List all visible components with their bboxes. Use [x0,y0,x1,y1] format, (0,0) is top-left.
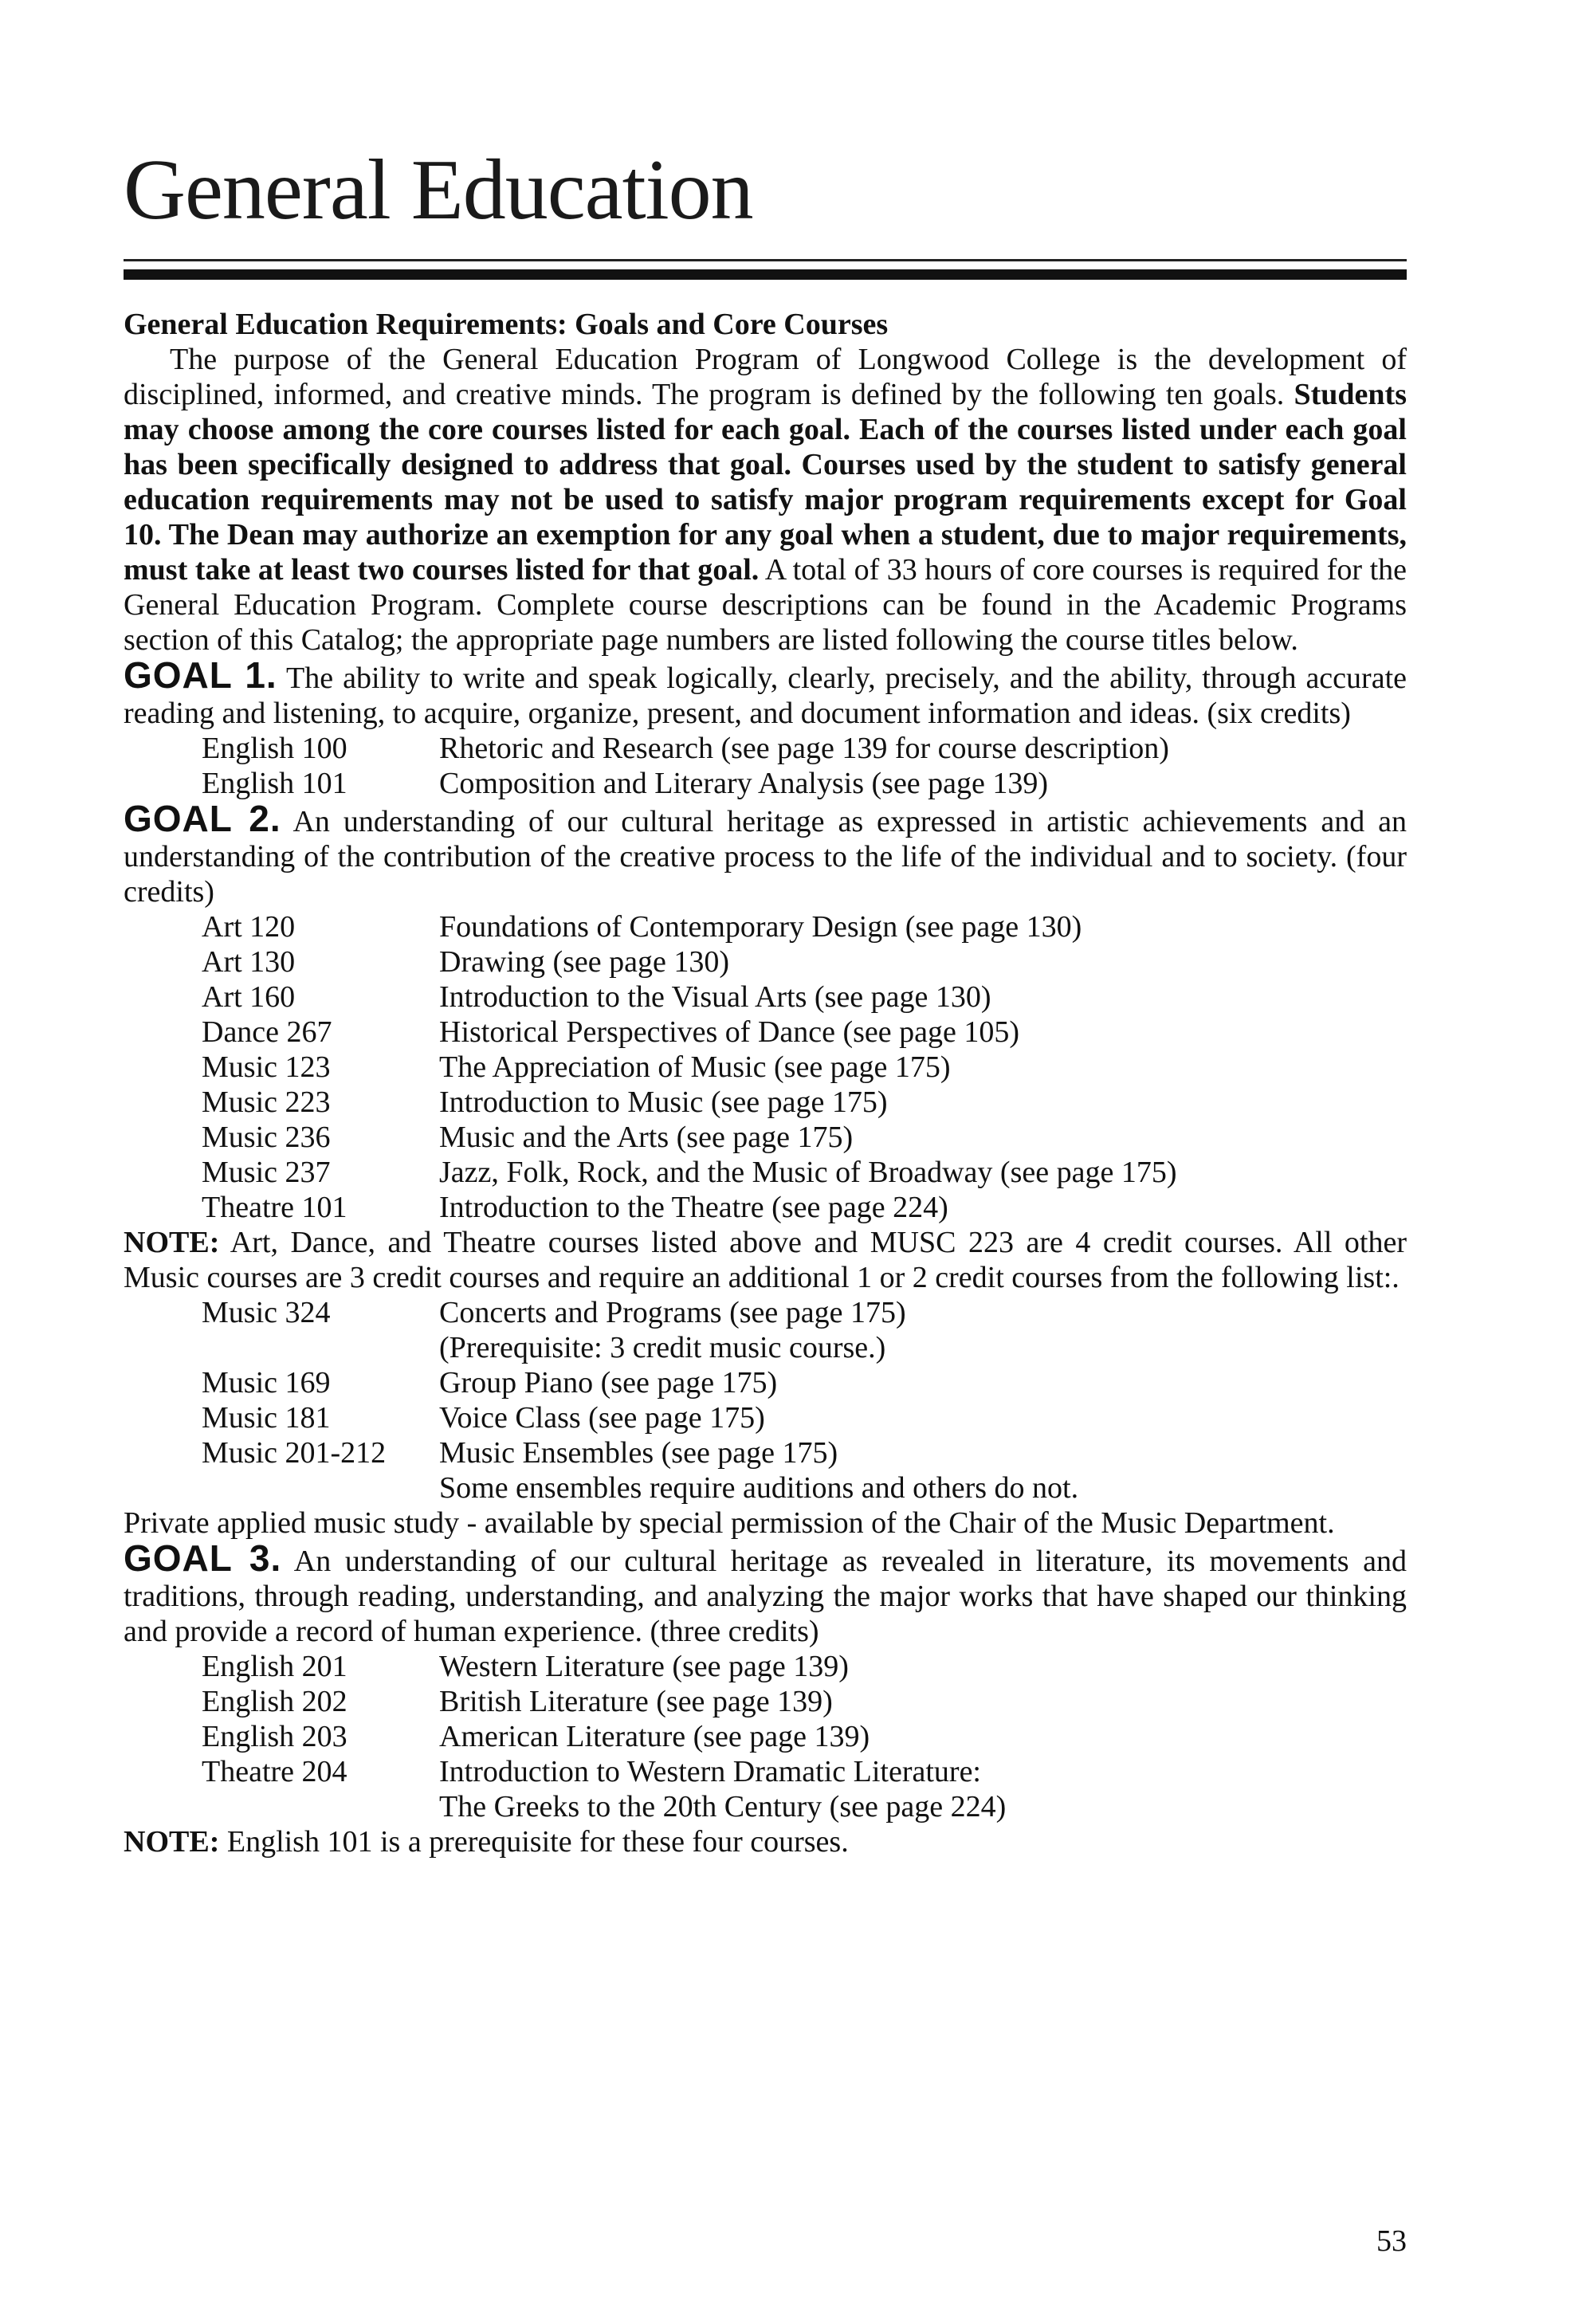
goal-3-paragraph [124,1537,1407,1649]
course-code: English 203 [202,1720,347,1753]
goal-1-label: GOAL 1. [124,654,277,696]
goal-2-text: An understanding of our cultural heritage as expressed in artistic achievements and an understanding of the contribution of the creative process to the life of the individual and to society. (four credits) [124,805,1407,909]
goal-3-text: An understanding of our cultural heritage as revealed in literature, its movements and traditions, through reading, understanding, and analyzing the major works that have shaped our thinking and provide a record of human experience. (three credits) [124,1545,1407,1648]
section-heading: General Education Requirements: Goals and Core Courses [124,308,889,341]
goal-1-text: The ability to write and speak logically, clearly, precisely, and the ability, through accurate reading and listening, to acquire, organize, present, and document information and ideas. (six credits) [124,661,1407,730]
course-code: Music 237 [202,1156,331,1189]
course-row [202,1365,1407,1400]
course-desc: Music and the Arts (see page 175) [439,1121,854,1154]
course-code: Music 181 [202,1401,331,1435]
course-desc: Foundations of Contemporary Design (see page 130) [439,910,1082,944]
course-desc: Introduction to Western Dramatic Literature: [439,1755,981,1788]
private-study-paragraph: Private applied music study - available by special permission of the Chair of the Music Department. [124,1506,1335,1540]
course-row [202,766,1407,801]
course-desc: Drawing (see page 130) [439,945,730,979]
course-row [202,1120,1407,1155]
course-desc: The Appreciation of Music (see page 175) [439,1050,951,1084]
course-code: Art 160 [202,980,296,1014]
goal-1-course-list [202,731,1407,801]
course-desc: Historical Perspectives of Dance (see page 105) [439,1015,1020,1049]
course-code [202,1470,439,1505]
course-desc: Introduction to the Theatre (see page 224) [439,1191,948,1224]
course-code: Music 324 [202,1296,331,1329]
course-row [202,1295,1407,1330]
intro-paragraph [124,342,1407,658]
course-row [202,1050,1407,1085]
goal-2-course-list [202,909,1407,1225]
course-code [202,1789,439,1824]
course-desc: British Literature (see page 139) [439,1685,833,1718]
course-row [202,1085,1407,1120]
intro-text-bold: Students may choose among the core courses listed for each goal. Each of the courses listed under each goal has been specifically designed to address that goal. Courses used by the student to satisfy general education requirements may not be used to satisfy major program requirements except for Goal 10. The Dean may authorize an exemption for any goal when a student, due to major requirements, must take at least two courses listed for that goal. [124,378,1407,587]
course-desc: Concerts and Programs (see page 175) [439,1296,906,1329]
course-row [202,909,1407,944]
course-code: Art 120 [202,910,296,944]
course-code: Music 201-212 [202,1436,387,1470]
course-code: Music 236 [202,1121,331,1154]
course-desc: The Greeks to the 20th Century (see page 224) [439,1790,1007,1823]
course-desc: Rhetoric and Research (see page 139 for course description) [439,732,1169,765]
course-code: Art 130 [202,945,296,979]
title-rule-thin [124,259,1407,261]
course-row [202,731,1407,766]
goal-3-note [124,1824,1407,1859]
course-row [202,1649,1407,1684]
course-row [202,1400,1407,1435]
course-desc: Some ensembles require auditions and others do not. [439,1471,1079,1505]
course-desc: Composition and Literary Analysis (see page 139) [439,767,1049,800]
course-desc: Voice Class (see page 175) [439,1401,765,1435]
page-number: 53 [1376,2224,1407,2258]
intro-text-1: The purpose of the General Education Program of Longwood College is the development of disciplined, informed, and creative minds. The program is defined by the following ten goals. [124,343,1407,411]
course-desc: Introduction to the Visual Arts (see page 130) [439,980,991,1014]
course-code: English 202 [202,1685,347,1718]
course-row [202,1015,1407,1050]
course-code: Theatre 204 [202,1755,347,1788]
course-desc: American Literature (see page 139) [439,1720,870,1753]
page-content [124,307,1407,1859]
course-desc: (Prerequisite: 3 credit music course.) [439,1331,886,1364]
page-title: General Education [124,143,753,238]
course-desc: Western Literature (see page 139) [439,1650,849,1683]
goal-3-label: GOAL 3. [124,1537,282,1579]
note-text: Art, Dance, and Theatre courses listed above and MUSC 223 are 4 credit courses. All other Music courses are 3 credit courses and require an additional 1 or 2 credit courses from the following list:. [124,1226,1407,1294]
course-desc: Introduction to Music (see page 175) [439,1085,888,1119]
goal-3-course-list [202,1649,1407,1824]
note-label: NOTE: [124,1226,220,1259]
course-desc: Group Piano (see page 175) [439,1366,778,1400]
intro-text-2: A total of 33 hours of core courses is required for the General Education Program. Complete course descriptions can be found in the Academic Programs section of this Catalog; the appropriate page numbers are listed following the course titles below. [124,553,1407,657]
course-code: Music 223 [202,1085,331,1119]
course-desc: Music Ensembles (see page 175) [439,1436,838,1470]
course-code: English 101 [202,767,347,800]
course-row [202,944,1407,979]
course-row [202,1684,1407,1719]
note-label: NOTE: [124,1825,220,1859]
course-row [202,1155,1407,1190]
course-row [202,1330,1407,1365]
course-code: Theatre 101 [202,1191,347,1224]
course-code: Music 169 [202,1366,331,1400]
goal-2-extra-course-list [202,1295,1407,1505]
goal-1-paragraph [124,654,1407,731]
title-rule-thick [124,269,1407,280]
course-row [202,979,1407,1015]
goal-2-label: GOAL 2. [124,798,281,839]
course-code: Music 123 [202,1050,331,1084]
course-row [202,1470,1407,1505]
note-text: English 101 is a prerequisite for these four courses. [219,1825,849,1859]
course-code [202,1330,439,1365]
goal-2-paragraph [124,798,1407,909]
course-code: English 100 [202,732,347,765]
course-row [202,1190,1407,1225]
course-row [202,1789,1407,1824]
goal-2-note [124,1225,1407,1295]
course-row [202,1719,1407,1754]
course-row [202,1435,1407,1470]
course-row [202,1754,1407,1789]
course-code: Dance 267 [202,1015,332,1049]
course-code: English 201 [202,1650,347,1683]
course-desc: Jazz, Folk, Rock, and the Music of Broadway (see page 175) [439,1156,1177,1189]
